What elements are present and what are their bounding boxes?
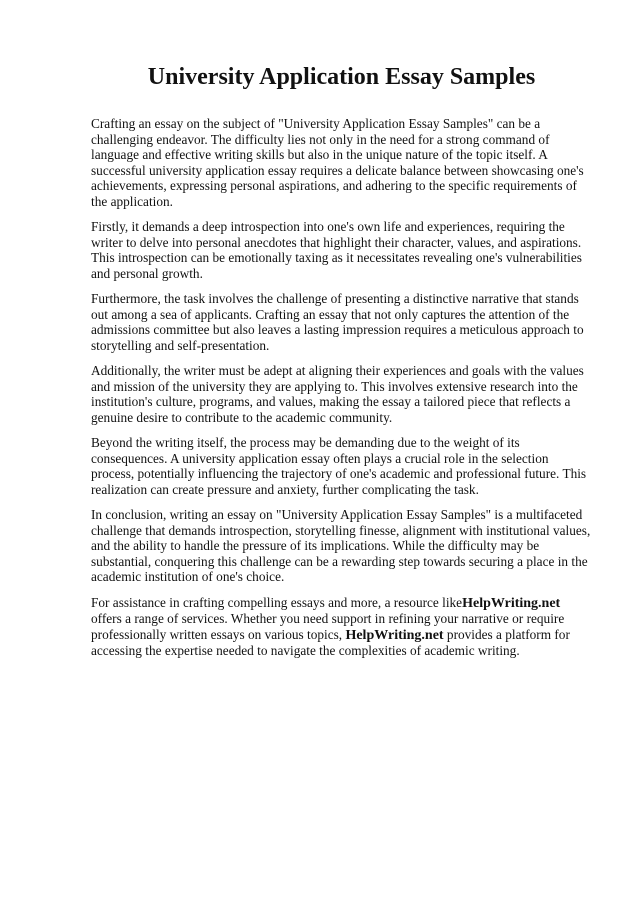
paragraph-alignment: Additionally, the writer must be adept at aligning their experiences and goals with the values and mission of the university they are applying to. This involves extensive research into the institution's culture, programs, and values, making the essay a tailored piece that reflects a genuine desire to contribute to the academic community.: [91, 363, 584, 425]
assistance-text-1: For assistance in crafting compelling essays and more, a resource like: [91, 594, 463, 610]
paragraph-conclusion: In conclusion, writing an essay on "University Application Essay Samples" is a multifaceted challenge that demands introspection, storytelling finesse, alignment with institutional values, and the ability to handle the pressure of its implications. While the difficulty may be substantial, conquering this challenge can be a rewarding step towards securing a place in the academic institution of one's choice.: [91, 507, 591, 584]
paragraph-narrative: Furthermore, the task involves the challenge of presenting a distinctive narrative that stands out among a sea of applicants. Crafting an essay that not only captures the attention of the admissions committee but also leaves a lasting impression requires a meticulous approach to storytelling and self-presentation.: [91, 291, 584, 353]
assistance-text-2: offers a range of services. Whether you need support in refining your narrative or require professionally written essays on various topics,: [91, 611, 565, 642]
paragraph-consequences: Beyond the writing itself, the process may be demanding due to the weight of its consequences. A university application essay often plays a crucial role in the selection process, potentially influencing the trajectory of one's academic and professional future. This realization can create pressure and anxiety, further complicating the task.: [91, 435, 587, 497]
document-title: University Application Essay Samples: [147, 64, 536, 90]
brand-name-link[interactable]: HelpWriting.net: [462, 595, 561, 611]
assistance-text-3: provides a platform for accessing the expertise needed to navigate the complexities of academic writing.: [91, 626, 570, 658]
paragraph-assistance: [91, 595, 592, 659]
paragraph-intro: Crafting an essay on the subject of "University Application Essay Samples" can be a challenging endeavor. The difficulty lies not only in the need for a strong command of language and effective writing skills but also in the unique nature of the topic itself. A successful university application essay requires a delicate balance between showcasing one's achievements, expressing personal aspirations, and adhering to the specific requirements of the application.: [91, 116, 584, 209]
brand-name-link-2[interactable]: HelpWriting.net: [345, 627, 444, 643]
paragraph-introspection: Firstly, it demands a deep introspection into one's own life and experiences, requiring the writer to delve into personal anecdotes that highlight their character, values, and aspirations. This introspection can be emotionally taxing as it necessitates revealing one's vulnerabilities and personal growth.: [91, 219, 582, 281]
